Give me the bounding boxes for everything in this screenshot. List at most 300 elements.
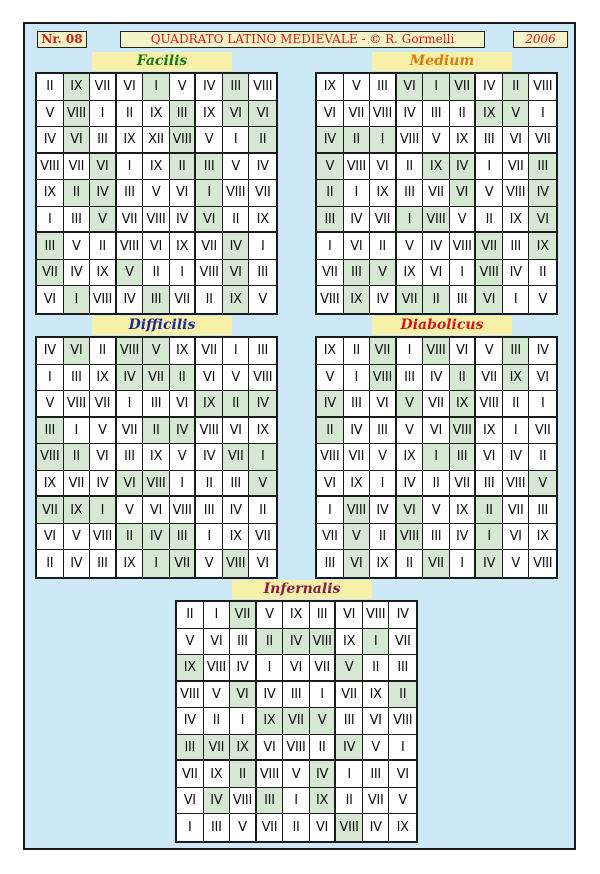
puzzle-cell: III [344, 260, 371, 287]
puzzle-cell: IX [249, 207, 276, 234]
puzzle-cell: I [177, 814, 204, 841]
puzzle-cell: I [37, 365, 64, 392]
puzzle-cell: VII [476, 365, 503, 392]
puzzle-cell: III [90, 550, 117, 577]
puzzle-cell: IX [257, 708, 284, 735]
puzzle-cell: IV [529, 338, 556, 365]
puzzle-cell: VII [37, 260, 64, 287]
puzzle-cell: I [249, 233, 276, 260]
puzzle-cell: II [143, 418, 170, 445]
puzzle-cell: III [249, 260, 276, 287]
puzzle-cell: VI [397, 497, 424, 524]
puzzle-cell: VII [370, 207, 397, 234]
puzzle-cell: VI [529, 365, 556, 392]
puzzle-cell: VII [90, 391, 117, 418]
puzzle-cell: III [476, 127, 503, 154]
puzzle-cell: VII [336, 682, 363, 709]
sheet-year: 2006 [513, 31, 568, 48]
puzzle-cell: I [317, 233, 344, 260]
puzzle-cell: VI [37, 524, 64, 551]
puzzle-cell: IX [223, 286, 250, 313]
puzzle-cell: III [143, 391, 170, 418]
puzzle-cell: IX [249, 418, 276, 445]
puzzle-cell: III [177, 735, 204, 762]
puzzle-cell: II [476, 497, 503, 524]
puzzle-cell: IV [310, 761, 337, 788]
puzzle-cell: I [450, 260, 477, 287]
puzzle-cell: V [170, 74, 197, 101]
puzzle-cell: I [397, 338, 424, 365]
puzzle-cell: I [344, 180, 371, 207]
puzzle-cell: VIII [310, 629, 337, 656]
puzzle-cell: V [37, 391, 64, 418]
puzzle-cell: VIII [370, 101, 397, 128]
puzzle-cell: II [450, 101, 477, 128]
puzzle-cell: VIII [143, 471, 170, 498]
puzzle-cell: IX [223, 524, 250, 551]
puzzle-cell: II [64, 180, 91, 207]
puzzle-cell: VII [397, 286, 424, 313]
puzzle-cell: I [37, 207, 64, 234]
puzzle-cell: IX [344, 286, 371, 313]
puzzle-cell: III [529, 497, 556, 524]
puzzle-cell: V [223, 154, 250, 181]
puzzle-cell: VII [117, 418, 144, 445]
puzzle-cell: III [450, 444, 477, 471]
puzzle-cell: VI [476, 444, 503, 471]
puzzle-cell: VII [230, 602, 257, 629]
puzzle-cell: III [476, 471, 503, 498]
puzzle-cell: IX [363, 682, 390, 709]
puzzle-cell: II [257, 629, 284, 656]
puzzle-cell: IX [450, 391, 477, 418]
puzzle-cell: I [423, 444, 450, 471]
puzzle-cell: IX [177, 655, 204, 682]
puzzle-cell: I [196, 524, 223, 551]
puzzle-cell: IV [249, 154, 276, 181]
puzzle-cell: I [370, 471, 397, 498]
puzzle-cell: II [117, 101, 144, 128]
puzzle-cell: IX [529, 233, 556, 260]
puzzle-cell: IX [503, 365, 530, 392]
puzzle-cell: VI [223, 418, 250, 445]
puzzle-cell: VII [476, 233, 503, 260]
puzzle-cell: VIII [90, 286, 117, 313]
puzzle-cell: IX [476, 101, 503, 128]
puzzle-cell: V [344, 524, 371, 551]
puzzle-cell: III [317, 550, 344, 577]
puzzle-cell: V [177, 629, 204, 656]
puzzle-cell: I [529, 101, 556, 128]
puzzle-cell: IV [389, 602, 416, 629]
puzzle-cell: VI [257, 735, 284, 762]
puzzle-cell: III [336, 708, 363, 735]
puzzle-cell: VII [143, 365, 170, 392]
puzzle-cell: IX [397, 260, 424, 287]
puzzle-cell: I [310, 682, 337, 709]
puzzle-cell: III [397, 365, 424, 392]
puzzle-cell: II [503, 391, 530, 418]
puzzle-cell: VII [450, 471, 477, 498]
puzzle-cell: IV [196, 444, 223, 471]
puzzle-cell: III [257, 788, 284, 815]
puzzle-cell: III [450, 286, 477, 313]
puzzle-cell: IV [317, 391, 344, 418]
puzzle-cell: II [196, 471, 223, 498]
puzzle-cell: VIII [177, 682, 204, 709]
puzzle-cell: VII [170, 550, 197, 577]
puzzle-cell: IV [90, 180, 117, 207]
puzzle-cell: VIII [476, 391, 503, 418]
puzzle-cell: II [503, 74, 530, 101]
puzzle-cell: VII [64, 154, 91, 181]
puzzle-cell: VI [389, 761, 416, 788]
puzzle-cell: VII [257, 814, 284, 841]
puzzle-cell: IV [283, 629, 310, 656]
puzzle-cell: II [37, 74, 64, 101]
puzzle-cell: I [344, 365, 371, 392]
puzzle-cell: III [370, 74, 397, 101]
puzzle-cell: V [257, 602, 284, 629]
puzzle-cell: VI [90, 444, 117, 471]
puzzle-cell: I [223, 127, 250, 154]
puzzle-cell: IV [249, 391, 276, 418]
puzzle-cell: VI [64, 127, 91, 154]
puzzle-cell: IX [397, 444, 424, 471]
sheet-title: QUADRATO LATINO MEDIEVALE - © R. Gormelli [120, 31, 485, 48]
puzzle-cell: I [370, 127, 397, 154]
puzzle-grid-infernalis [175, 600, 418, 843]
puzzle-cell: VIII [344, 154, 371, 181]
puzzle-cell: II [370, 524, 397, 551]
puzzle-cell: VI [170, 180, 197, 207]
puzzle-cell: I [143, 74, 170, 101]
puzzle-cell: III [529, 154, 556, 181]
puzzle-cell: IV [450, 524, 477, 551]
puzzle-cell: V [143, 180, 170, 207]
puzzle-cell: IV [503, 444, 530, 471]
puzzle-cell: III [310, 602, 337, 629]
puzzle-cell: V [370, 260, 397, 287]
puzzle-cell: VIII [363, 602, 390, 629]
puzzle-cell: III [37, 418, 64, 445]
puzzle-cell: VIII [503, 471, 530, 498]
puzzle-cell: IV [363, 814, 390, 841]
puzzle-cell: IX [90, 260, 117, 287]
puzzle-cell: VI [90, 154, 117, 181]
puzzle-cell: IX [310, 788, 337, 815]
puzzle-cell: II [370, 233, 397, 260]
puzzle-cell: III [64, 365, 91, 392]
puzzle-cell: IV [230, 655, 257, 682]
puzzle-cell: IX [370, 180, 397, 207]
puzzle-cell: VIII [223, 180, 250, 207]
puzzle-cell: V [143, 338, 170, 365]
puzzle-cell: I [476, 154, 503, 181]
puzzle-cell: III [196, 154, 223, 181]
puzzle-cell: V [64, 524, 91, 551]
puzzle-cell: V [117, 497, 144, 524]
puzzle-cell: III [389, 655, 416, 682]
puzzle-cell: IX [344, 471, 371, 498]
puzzle-cell: I [249, 444, 276, 471]
puzzle-cell: IV [257, 682, 284, 709]
puzzle-cell: IX [450, 127, 477, 154]
puzzle-cell: II [249, 127, 276, 154]
puzzle-cell: V [503, 550, 530, 577]
puzzle-cell: III [64, 207, 91, 234]
puzzle-cell: VI [223, 101, 250, 128]
puzzle-cell: VIII [529, 550, 556, 577]
puzzle-cell: IX [529, 524, 556, 551]
puzzle-cell: VII [310, 655, 337, 682]
puzzle-cell: VI [370, 391, 397, 418]
puzzle-cell: III [230, 629, 257, 656]
puzzle-cell: XII [143, 127, 170, 154]
puzzle-cell: IV [37, 127, 64, 154]
puzzle-cell: VI [423, 418, 450, 445]
puzzle-cell: V [476, 180, 503, 207]
puzzle-cell: IV [170, 207, 197, 234]
puzzle-cell: II [317, 418, 344, 445]
puzzle-cell: VIII [370, 365, 397, 392]
puzzle-cell: I [423, 74, 450, 101]
puzzle-cell: II [90, 233, 117, 260]
puzzle-cell: III [117, 444, 144, 471]
puzzle-cell: VII [423, 391, 450, 418]
sheet-number: Nr. 08 [37, 31, 87, 48]
puzzle-cell: VIII [249, 365, 276, 392]
puzzle-cell: VIII [344, 497, 371, 524]
puzzle-cell: VI [503, 127, 530, 154]
puzzle-cell: IX [170, 233, 197, 260]
puzzle-cell: V [476, 338, 503, 365]
puzzle-cell: VI [249, 550, 276, 577]
puzzle-cell: VI [37, 286, 64, 313]
puzzle-cell: V [64, 233, 91, 260]
puzzle-label-infernalis: Infernalis [232, 580, 372, 599]
puzzle-cell: IX [64, 497, 91, 524]
puzzle-cell: I [363, 629, 390, 656]
puzzle-cell: IX [423, 154, 450, 181]
puzzle-cell: VIII [476, 260, 503, 287]
puzzle-cell: VIII [317, 444, 344, 471]
puzzle-cell: IV [117, 286, 144, 313]
puzzle-cell: I [397, 207, 424, 234]
puzzle-cell: VII [344, 101, 371, 128]
puzzle-cell: IV [177, 708, 204, 735]
puzzle-cell: IX [143, 444, 170, 471]
puzzle-cell: VII [196, 338, 223, 365]
puzzle-cell: IV [344, 207, 371, 234]
puzzle-cell: IV [223, 233, 250, 260]
puzzle-cell: II [196, 286, 223, 313]
puzzle-cell: IX [317, 74, 344, 101]
puzzle-cell: VI [196, 365, 223, 392]
puzzle-cell: VI [170, 391, 197, 418]
puzzle-label-diabolicus: Diabolicus [372, 316, 512, 335]
puzzle-cell: III [37, 233, 64, 260]
puzzle-cell: V [317, 365, 344, 392]
puzzle-cell: I [223, 338, 250, 365]
puzzle-cell: VIII [170, 127, 197, 154]
puzzle-cell: II [529, 260, 556, 287]
puzzle-cell: IX [476, 418, 503, 445]
puzzle-cell: IX [503, 207, 530, 234]
puzzle-cell: IX [117, 550, 144, 577]
puzzle-cell: VII [370, 338, 397, 365]
puzzle-cell: III [170, 524, 197, 551]
puzzle-cell: VIII [283, 735, 310, 762]
puzzle-cell: V [90, 418, 117, 445]
puzzle-cell: VIII [117, 338, 144, 365]
puzzle-cell: IX [389, 814, 416, 841]
puzzle-cell: III [503, 233, 530, 260]
puzzle-cell: III [397, 180, 424, 207]
puzzle-label-difficilis: Difficilis [92, 316, 232, 335]
puzzle-cell: II [249, 497, 276, 524]
puzzle-cell: III [423, 101, 450, 128]
puzzle-cell: I [170, 260, 197, 287]
puzzle-cell: II [423, 471, 450, 498]
puzzle-cell: II [37, 550, 64, 577]
puzzle-cell: IX [64, 74, 91, 101]
puzzle-cell: VIII [170, 497, 197, 524]
puzzle-cell: VI [450, 180, 477, 207]
puzzle-cell: II [363, 655, 390, 682]
puzzle-cell: V [249, 286, 276, 313]
puzzle-cell: IX [196, 101, 223, 128]
puzzle-cell: VI [117, 471, 144, 498]
puzzle-cell: II [389, 682, 416, 709]
puzzle-cell: VI [143, 233, 170, 260]
puzzle-cell: VIII [64, 101, 91, 128]
puzzle-cell: VII [529, 127, 556, 154]
puzzle-cell: II [344, 127, 371, 154]
puzzle-cell: VI [204, 629, 231, 656]
puzzle-cell: VII [170, 286, 197, 313]
puzzle-cell: IX [204, 761, 231, 788]
puzzle-cell: VII [90, 74, 117, 101]
puzzle-cell: VI [529, 207, 556, 234]
puzzle-cell: V [503, 101, 530, 128]
puzzle-cell: VII [223, 444, 250, 471]
puzzle-cell: II [204, 708, 231, 735]
puzzle-cell: IV [476, 550, 503, 577]
puzzle-cell: IV [37, 338, 64, 365]
puzzle-cell: VI [317, 101, 344, 128]
puzzle-cell: II [476, 207, 503, 234]
puzzle-cell: VII [423, 550, 450, 577]
puzzle-cell: VI [196, 207, 223, 234]
puzzle-cell: VI [249, 101, 276, 128]
puzzle-cell: IV [450, 154, 477, 181]
puzzle-cell: III [249, 338, 276, 365]
puzzle-grid-difficilis [35, 336, 278, 579]
puzzle-cell: IV [64, 550, 91, 577]
puzzle-cell: VIII [37, 154, 64, 181]
puzzle-cell: IX [450, 497, 477, 524]
puzzle-cell: VIII [397, 524, 424, 551]
puzzle-cell: VII [204, 735, 231, 762]
puzzle-cell: II [170, 154, 197, 181]
puzzle-cell: IV [143, 524, 170, 551]
puzzle-cell: VIII [317, 286, 344, 313]
puzzle-cell: III [503, 338, 530, 365]
puzzle-cell: IX [37, 180, 64, 207]
puzzle-cell: IX [317, 338, 344, 365]
puzzle-grid-medium [315, 72, 558, 315]
puzzle-cell: I [317, 497, 344, 524]
puzzle-cell: V [117, 260, 144, 287]
puzzle-cell: I [283, 788, 310, 815]
puzzle-cell: I [170, 471, 197, 498]
puzzle-cell: VIII [529, 74, 556, 101]
puzzle-cell: I [204, 602, 231, 629]
puzzle-cell: VIII [230, 788, 257, 815]
puzzle-cell: I [476, 524, 503, 551]
puzzle-label-facilis: Facilis [92, 52, 232, 71]
puzzle-cell: III [344, 391, 371, 418]
puzzle-grid-facilis [35, 72, 278, 315]
puzzle-cell: VIII [257, 761, 284, 788]
puzzle-cell: IX [90, 365, 117, 392]
puzzle-cell: I [90, 497, 117, 524]
puzzle-cell: III [363, 761, 390, 788]
puzzle-cell: VI [344, 233, 371, 260]
puzzle-cell: III [117, 180, 144, 207]
puzzle-cell: VIII [503, 180, 530, 207]
puzzle-cell: VIII [423, 338, 450, 365]
puzzle-cell: V [336, 655, 363, 682]
puzzle-cell: V [370, 444, 397, 471]
puzzle-cell: II [223, 391, 250, 418]
puzzle-cell: IV [370, 286, 397, 313]
puzzle-cell: VII [389, 629, 416, 656]
puzzle-cell: IV [117, 365, 144, 392]
puzzle-cell: V [204, 682, 231, 709]
puzzle-cell: VII [423, 180, 450, 207]
puzzle-cell: I [503, 418, 530, 445]
puzzle-cell: VIII [64, 391, 91, 418]
puzzle-cell: IV [397, 471, 424, 498]
puzzle-cell: VI [344, 550, 371, 577]
puzzle-cell: II [450, 365, 477, 392]
puzzle-cell: II [223, 207, 250, 234]
puzzle-cell: VI [143, 497, 170, 524]
puzzle-cell: IX [117, 127, 144, 154]
puzzle-sheet [23, 22, 576, 850]
puzzle-cell: II [283, 814, 310, 841]
puzzle-cell: VI [223, 260, 250, 287]
puzzle-cell: I [336, 761, 363, 788]
puzzle-cell: IV [196, 74, 223, 101]
puzzle-cell: IX [370, 550, 397, 577]
puzzle-cell: IV [529, 180, 556, 207]
puzzle-cell: V [397, 391, 424, 418]
puzzle-cell: III [423, 524, 450, 551]
puzzle-cell: II [64, 444, 91, 471]
puzzle-cell: VIII [90, 524, 117, 551]
puzzle-cell: V [310, 708, 337, 735]
puzzle-cell: I [117, 391, 144, 418]
puzzle-cell: IV [204, 788, 231, 815]
puzzle-cell: II [310, 735, 337, 762]
puzzle-cell: VII [317, 524, 344, 551]
puzzle-cell: II [423, 286, 450, 313]
puzzle-cell: VI [370, 154, 397, 181]
puzzle-cell: VIII [196, 260, 223, 287]
